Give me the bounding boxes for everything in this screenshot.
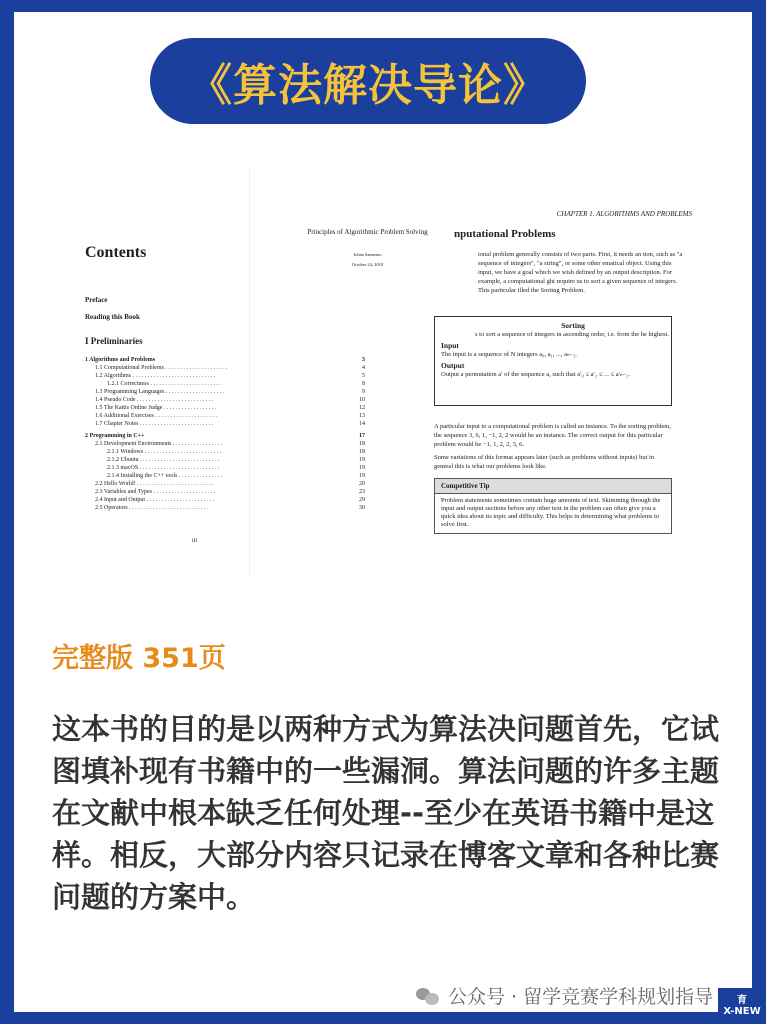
toc-entry-page: 5 bbox=[362, 373, 365, 379]
toc-entry-page: 3 bbox=[362, 357, 365, 363]
title-page bbox=[260, 166, 430, 576]
title-page-author: Johan Sannemo bbox=[353, 252, 382, 257]
title-banner bbox=[150, 38, 586, 124]
toc-entry-page: 9 bbox=[362, 389, 365, 395]
version-label: 完整版 351页 bbox=[52, 643, 226, 674]
toc-entry-title: 2.1.1 Windows . . . . . . . . . . . . . . . . . . . . . . . . . . bbox=[107, 449, 222, 455]
toc-entry-title: 1.7 Chapter Notes . . . . . . . . . . . . . . . . . . . . . . . . . bbox=[95, 421, 214, 427]
toc-entry-page: 30 bbox=[359, 505, 365, 511]
toc-entry-page: 10 bbox=[359, 397, 365, 403]
toc-entry-page: 17 bbox=[359, 433, 365, 439]
brand-logo bbox=[718, 988, 766, 1024]
toc-entry-page: 12 bbox=[359, 405, 365, 411]
toc-entry-title: 1 Algorithms and Problems bbox=[85, 357, 156, 363]
toc-entry-page: 29 bbox=[359, 497, 365, 503]
chapter-page bbox=[432, 166, 698, 576]
title-page-book-title: Principles of Algorithmic Problem Solving bbox=[307, 228, 428, 236]
toc-entry-page: 13 bbox=[359, 413, 365, 419]
section-heading: nputational Problems bbox=[454, 228, 556, 240]
toc-entry-title: 1.1 Computational Problems . . . . . . . . . . . . . . . . . . . . . bbox=[95, 365, 227, 371]
instance-paragraph: A particular input to a computational problem is called an instance. To the sorting problem, the sequence 3, 6, 1, −1, 2, 2 would be an instance. The correct output for this particular problem would be −1, 1, 2, 2, 3, 6. bbox=[434, 423, 671, 448]
page-number: iii bbox=[192, 538, 198, 544]
toc-entry-title: 2.2 Hello World! . . . . . . . . . . . . . . . . . . . . . . . . . . bbox=[95, 481, 214, 487]
toc-reading: Reading this Book bbox=[85, 313, 140, 321]
competitive-tip-box bbox=[434, 478, 672, 534]
toc-entry-page: 8 bbox=[362, 381, 365, 387]
toc-entry-page: 4 bbox=[362, 365, 365, 371]
toc-entry-page: 14 bbox=[359, 421, 365, 427]
output-label: Output bbox=[441, 361, 465, 370]
wechat-icon bbox=[416, 986, 440, 1006]
toc-entry-title: 2 Programming in C++ bbox=[85, 433, 145, 439]
toc-entry-page: 18 bbox=[359, 441, 365, 447]
toc-entry-page: 18 bbox=[359, 449, 365, 455]
toc-entry-title: 2.4 Input and Output . . . . . . . . . . . . . . . . . . . . . . . bbox=[95, 497, 214, 503]
toc-entry-title: 2.1 Development Environments . . . . . . . . . . . . . . . . . bbox=[95, 441, 223, 447]
sorting-box bbox=[434, 316, 672, 406]
title-page-date: October 24, 2018 bbox=[351, 262, 384, 267]
toc-entry-title: 1.2.1 Correctness . . . . . . . . . . . . . . . . . . . . . . . . bbox=[107, 381, 221, 387]
toc-entry-title: 2.1.2 Ubuntu . . . . . . . . . . . . . . . . . . . . . . . . . . . bbox=[107, 457, 220, 463]
toc-entry-page: 19 bbox=[359, 465, 365, 471]
brand-line2: X-NEW bbox=[723, 1006, 761, 1017]
toc-part: I Preliminaries bbox=[85, 336, 143, 346]
toc-entry-title: 2.3 Variables and Types . . . . . . . . . . . . . . . . . . . . . bbox=[95, 489, 216, 495]
toc-entry-title: 2.1.3 macOS . . . . . . . . . . . . . . . . . . . . . . . . . . . bbox=[107, 465, 220, 471]
variation-paragraph: Some variations of this format appears later (such as problems without inputs) but in general this is what our problems look like. bbox=[434, 454, 655, 470]
toc-entry-page: 20 bbox=[359, 481, 365, 487]
sorting-desc: s to sort a sequence of integers in ascending order, i.e. from the he highest. bbox=[475, 331, 669, 338]
toc-entry-page: 23 bbox=[359, 489, 365, 495]
tip-title: Competitive Tip bbox=[435, 479, 671, 494]
toc-entry-title: 1.2 Algorithms . . . . . . . . . . . . . . . . . . . . . . . . . . . . bbox=[95, 373, 216, 379]
toc-entry-title: 1.6 Additional Exercises . . . . . . . . . . . . . . . . . . . . . bbox=[95, 413, 217, 419]
toc-preface: Preface bbox=[85, 296, 108, 304]
toc-entry-title: 1.4 Pseudo Code . . . . . . . . . . . . . . . . . . . . . . . . . . bbox=[95, 397, 214, 403]
contents-page bbox=[40, 166, 365, 576]
contents-heading: Contents bbox=[85, 244, 147, 261]
watermark bbox=[416, 982, 713, 1009]
toc-entry-title: 1.5 The Kattis Online Judge . . . . . . . . . . . . . . . . . . bbox=[95, 405, 217, 411]
toc-entry-page: 19 bbox=[359, 457, 365, 463]
brand-line1: 育 bbox=[737, 995, 747, 1006]
book-preview bbox=[40, 166, 698, 576]
input-label: Input bbox=[441, 341, 459, 350]
sorting-title: Sorting bbox=[561, 321, 585, 330]
output-text: Output a permutation a′ of the sequence a, such that a′₀ ≤ a′₁ ≤ ... ≤ a′ₙ₋₁. bbox=[441, 371, 630, 378]
chapter-header: CHAPTER 1. ALGORITHMS AND PROBLEMS bbox=[556, 210, 692, 218]
toc-entry-page: 19 bbox=[359, 473, 365, 479]
watermark-text: 公众号 · 留学竞赛学科规划指导 bbox=[448, 986, 714, 1008]
intro-paragraph: ional problem generally consists of two parts. First, it needs an tion, such as "a sequence of integers", "a string", or some other ematical object. Using this input, we have a goal which we wish defined by an output description. For example, a computational ght require us to sort a given sequence of integers. This particular illed the Sorting Problem. bbox=[478, 251, 683, 294]
tip-text: Problem statements sometimes contain huge amounts of text. Skimming through the input and output sections before any other text in the problem can often give you a quick idea about its topic and difficulty. This helps in determining what problems to solve first. bbox=[441, 497, 661, 528]
book-title: 《算法解决导论》 bbox=[188, 60, 548, 111]
toc-entry-title: 2.5 Operators . . . . . . . . . . . . . . . . . . . . . . . . . . . bbox=[95, 505, 209, 511]
toc-entry-title: 1.3 Programming Languages . . . . . . . . . . . . . . . . . . . . bbox=[95, 389, 225, 395]
input-text: The input is a sequence of N integers a₀, a₁, ..., aₙ₋₁. bbox=[441, 351, 577, 358]
description-text: 这本书的目的是以两种方式为算法决问题首先，它试图填补现有书籍中的一些漏洞。算法问题的许多主题在文献中根本缺乏任何处理--至少在英语书籍中是这样。相反，大部分内容只记录在博客文章和各种比赛问题的方案中。 bbox=[52, 712, 720, 914]
toc-entry-title: 2.1.4 Installing the C++ tools . . . . . . . . . . . . . . . bbox=[107, 473, 223, 479]
